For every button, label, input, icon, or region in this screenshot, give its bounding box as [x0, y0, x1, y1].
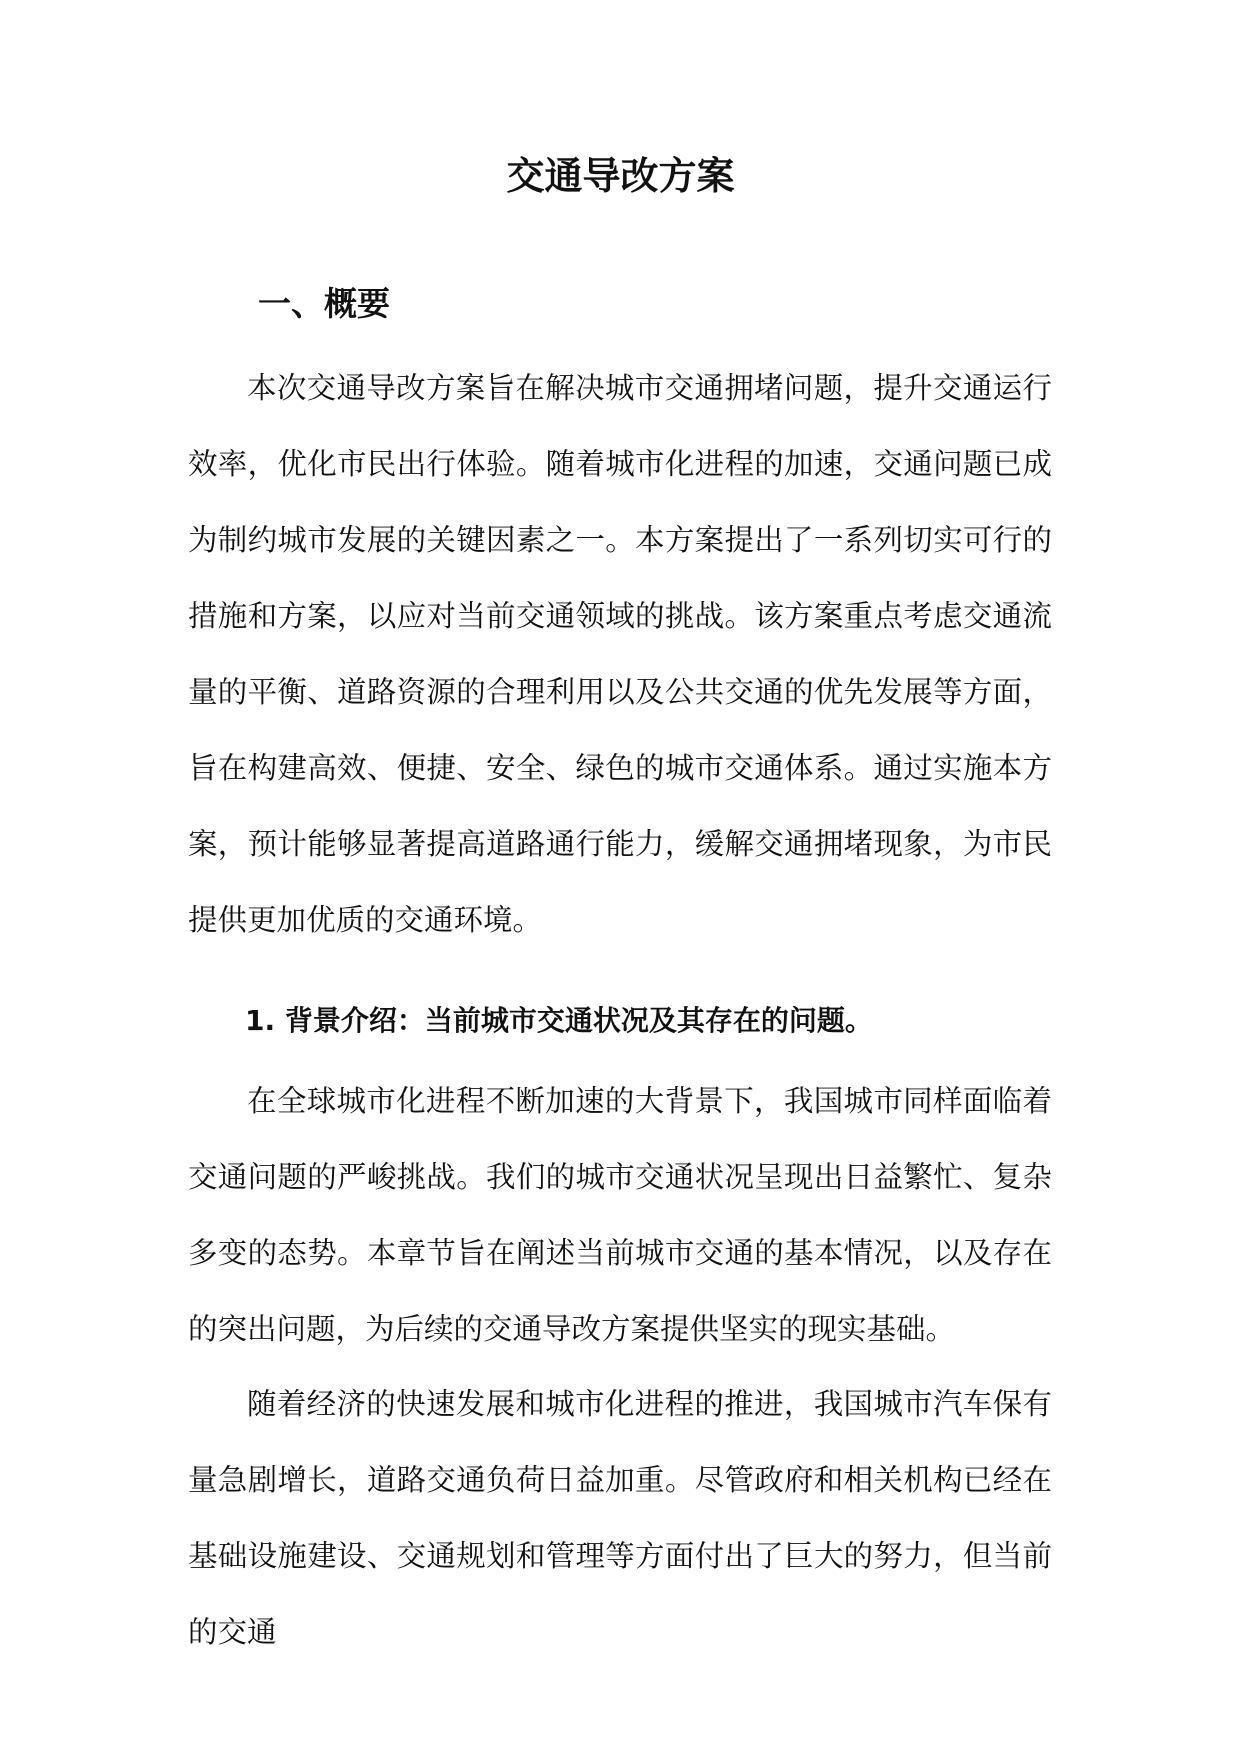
section-heading-overview: 一、概要: [258, 284, 390, 323]
background-paragraph-2: 随着经济的快速发展和城市化进程的推进，我国城市汽车保有量急剧增长，道路交通负荷日益加重。尽管政府和相关机构已经在基础设施建设、交通规划和管理等方面付出了巨大的努力，但当前的交通: [188, 1387, 1052, 1649]
document-title: 交通导改方案: [506, 154, 735, 198]
background-paragraph-1: 在全球城市化进程不断加速的大背景下，我国城市同样面临着交通问题的严峻挑战。我们的城市交通状况呈现出日益繁忙、复杂多变的态势。本章节旨在阐述当前城市交通的基本情况，以及存在的突出问题，为后续的交通导改方案提供坚实的现实基础。: [188, 1084, 1052, 1346]
overview-paragraph: 本次交通导改方案旨在解决城市交通拥堵问题，提升交通运行效率，优化市民出行体验。随着城市化进程的加速，交通问题已成为制约城市发展的关键因素之一。本方案提出了一系列切实可行的措施和方案，以应对当前交通领域的挑战。该方案重点考虑交通流量的平衡、道路资源的合理利用以及公共交通的优先发展等方面，旨在构建高效、便捷、安全、绿色的城市交通体系。通过实施本方案，预计能够显著提高道路通行能力，缓解交通拥堵现象，为市民提供更加优质的交通环境。: [188, 371, 1052, 937]
subsection-heading-background: 1. 背景介绍：当前城市交通状况及其存在的问题。: [245, 1004, 873, 1037]
